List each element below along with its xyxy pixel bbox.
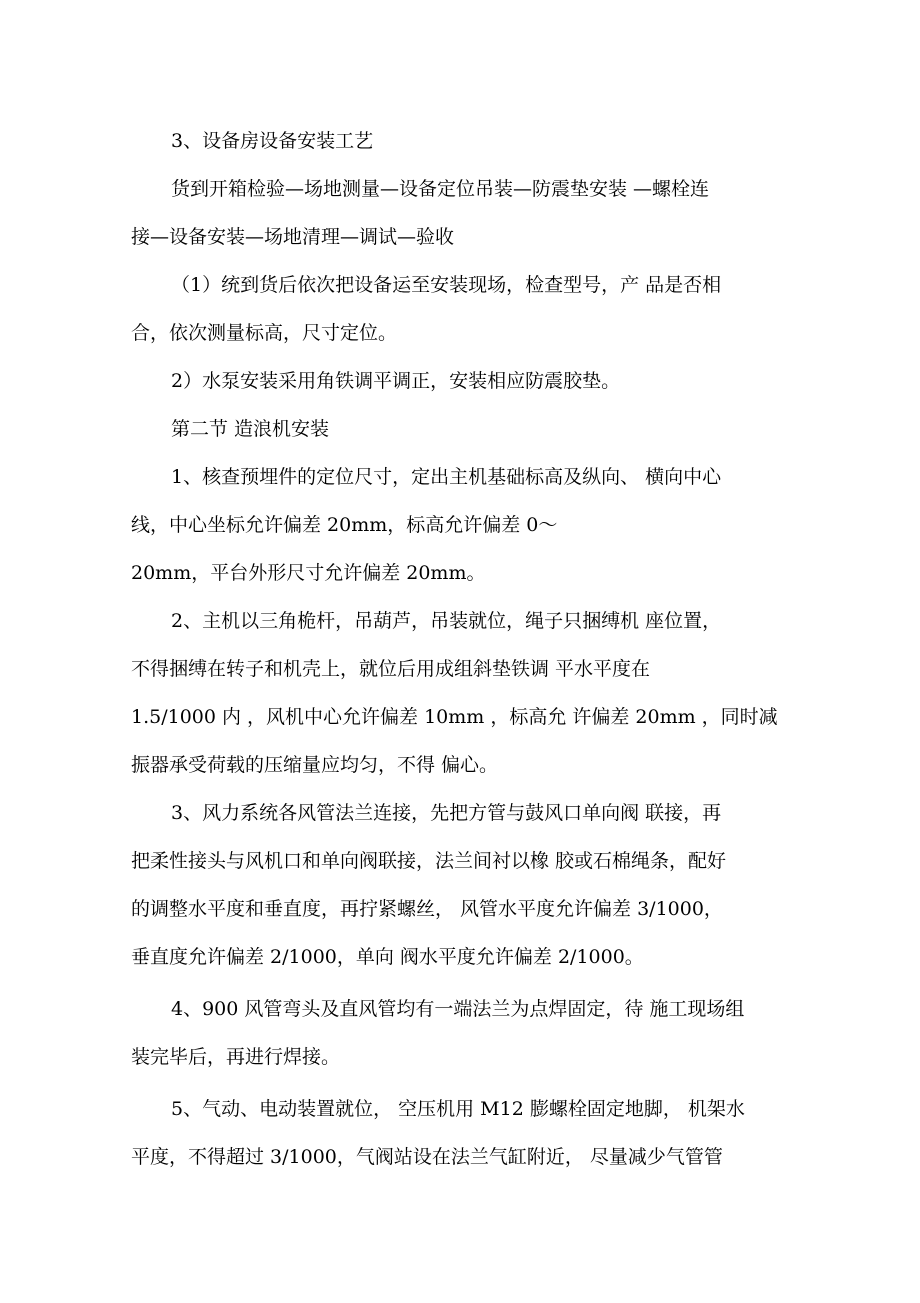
paragraph-step5-line-2: 平度，不得超过 3/1000，气阀站设在法兰气缸附近， 尽量减少气管管 — [131, 1146, 723, 1168]
paragraph-step2-line-2: 不得捆缚在转子和机壳上，就位后用成组斜垫铁调 平水平度在 — [131, 658, 651, 680]
paragraph-step2-line-4: 振器承受荷载的压缩量应均匀，不得 偏心。 — [131, 754, 499, 776]
paragraph-process-line-2: 接—设备安装—场地清理—调试—验收 — [131, 226, 455, 248]
paragraph-item1-line-2: 合，依次测量标高，尺寸定位。 — [131, 322, 398, 344]
heading-equipment-room: 3、设备房设备安装工艺 — [171, 130, 374, 152]
paragraph-step5-line-1: 5、气动、电动装置就位， 空压机用 M12 膨螺栓固定地脚， 机架水 — [171, 1098, 745, 1120]
paragraph-step2-line-1: 2、主机以三角桅杆，吊葫芦，吊装就位，绳子只捆缚机 座位置， — [171, 610, 722, 632]
paragraph-step3-line-1: 3、风力系统各风管法兰连接，先把方管与鼓风口单向阀 联接，再 — [171, 802, 722, 824]
paragraph-process-line-1: 货到开箱检验—场地测量—设备定位吊装—防震垫安装 —螺栓连 — [171, 178, 710, 200]
paragraph-step3-line-4: 垂直度允许偏差 2/1000，单向 阀水平度允许偏差 2/1000。 — [131, 946, 644, 968]
section-heading-wave-machine: 第二节 造浪机安装 — [171, 418, 330, 440]
paragraph-item2: 2）水泵安装采用角铁调平调正，安装相应防震胶垫。 — [171, 370, 621, 392]
paragraph-step3-line-2: 把柔性接头与风机口和单向阀联接，法兰间衬以橡 胶或石棉绳条，配好 — [131, 850, 727, 872]
paragraph-step4-line-2: 装完毕后，再进行焊接。 — [131, 1046, 341, 1068]
paragraph-step1-line-3: 20mm，平台外形尺寸允许偏差 20mm。 — [131, 562, 486, 584]
paragraph-step1-line-1: 1、核查预埋件的定位尺寸，定出主机基础标高及纵向、 横向中心 — [171, 466, 722, 488]
paragraph-step3-line-3: 的调整水平度和垂直度，再拧紧螺丝， 风管水平度允许偏差 3/1000， — [131, 898, 723, 920]
paragraph-step1-line-2: 线，中心坐标允许偏差 20mm，标高允许偏差 0～ — [131, 514, 558, 536]
paragraph-step2-line-3: 1.5/1000 内 ，风机中心允许偏差 10mm ，标高允 许偏差 20mm ，同时减 — [131, 706, 778, 728]
paragraph-item1-line-1: （1）统到货后依次把设备运至安装现场，检查型号，产 品是否相 — [171, 274, 722, 296]
paragraph-step4-line-1: 4、900 风管弯头及直风管均有一端法兰为点焊固定，待 施工现场组 — [171, 998, 745, 1020]
